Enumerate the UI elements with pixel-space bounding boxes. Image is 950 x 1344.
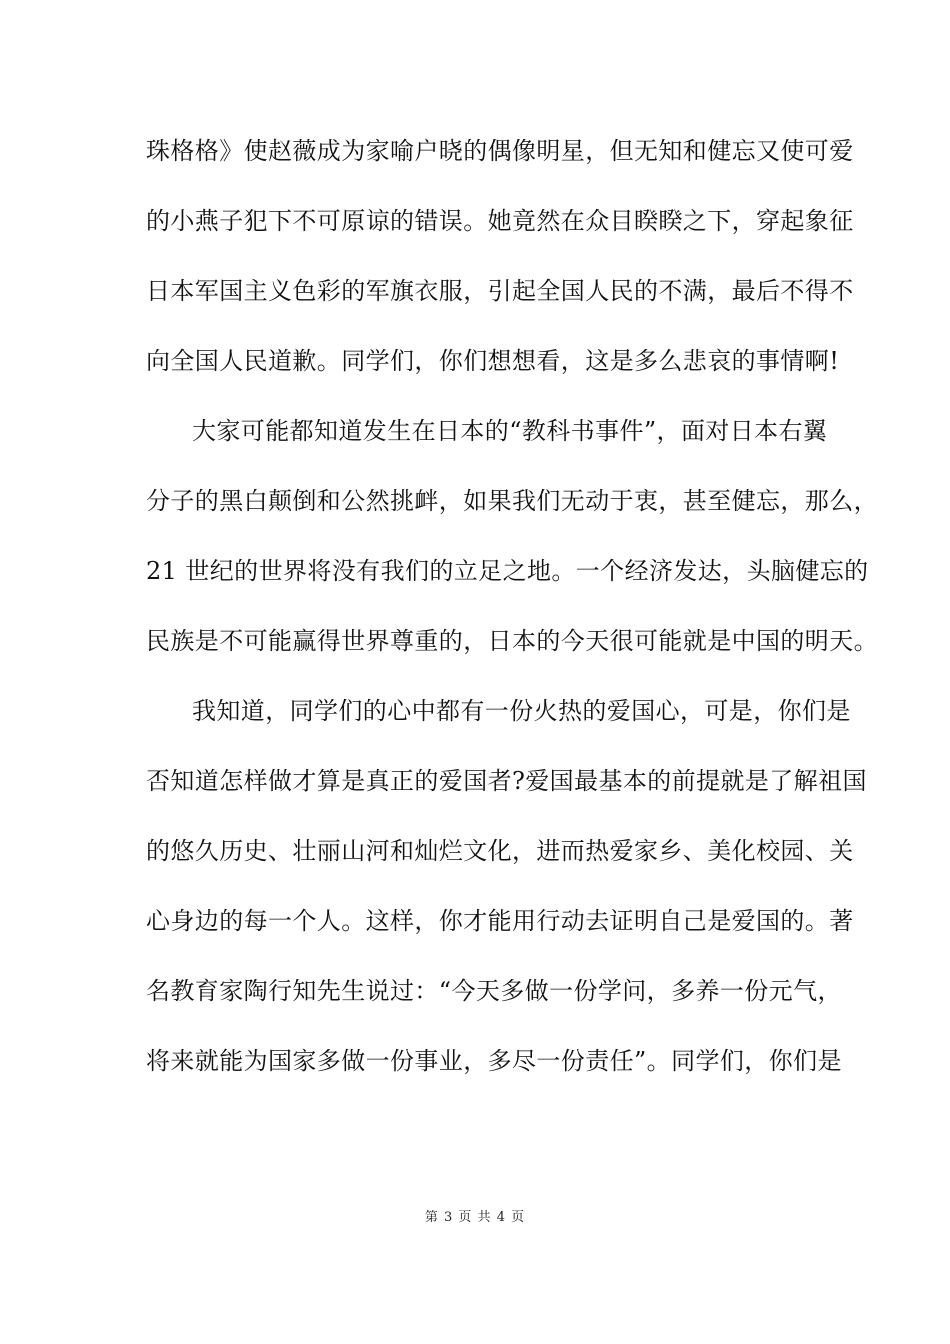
- text-line-13: 名教育家陶行知先生说过：“今天多做一份学问，多养一份元气，: [146, 977, 842, 1005]
- text-line-10: 否知道怎样做才算是真正的爱国者?爱国最基本的前提就是了解祖国: [146, 767, 867, 795]
- text-line-11: 的悠久历史、壮丽山河和灿烂文化，进而热爱家乡、美化校园、关: [146, 837, 854, 865]
- text-line-9: 我知道，同学们的心中都有一份火热的爱国心，可是，你们是: [192, 697, 851, 725]
- page-number: 第 3 页 共 4 页: [424, 1210, 526, 1225]
- text-line-12: 心身边的每一个人。这样，你才能用行动去证明自己是爱国的。著: [146, 907, 854, 935]
- text-line-14: 将来就能为国家多做一份事业，多尽一份责任”。同学们，你们是: [146, 1047, 842, 1075]
- body-text: [146, 128, 878, 1108]
- text-line-6: 分子的黑白颠倒和公然挑衅，如果我们无动于衷，甚至健忘，那么，: [146, 487, 878, 515]
- text-line-7: 21 世纪的世界将没有我们的立足之地。一个经济发达，头脑健忘的: [146, 557, 869, 585]
- text-line-2: 的小燕子犯下不可原谅的错误。她竟然在众目睽睽之下，穿起象征: [146, 207, 854, 235]
- text-line-5: 大家可能都知道发生在日本的“教科书事件”，面对日本右翼: [192, 417, 828, 445]
- text-line-1: 珠格格》使赵薇成为家喻户晓的偶像明星，但无知和健忘又使可爱: [146, 137, 854, 165]
- text-line-3: 日本军国主义色彩的军旗衣服，引起全国人民的不满，最后不得不: [146, 277, 854, 305]
- text-line-8: 民族是不可能赢得世界尊重的，日本的今天很可能就是中国的明天。: [146, 627, 878, 655]
- text-line-4: 向全国人民道歉。同学们，你们想想看，这是多么悲哀的事情啊!: [146, 347, 840, 375]
